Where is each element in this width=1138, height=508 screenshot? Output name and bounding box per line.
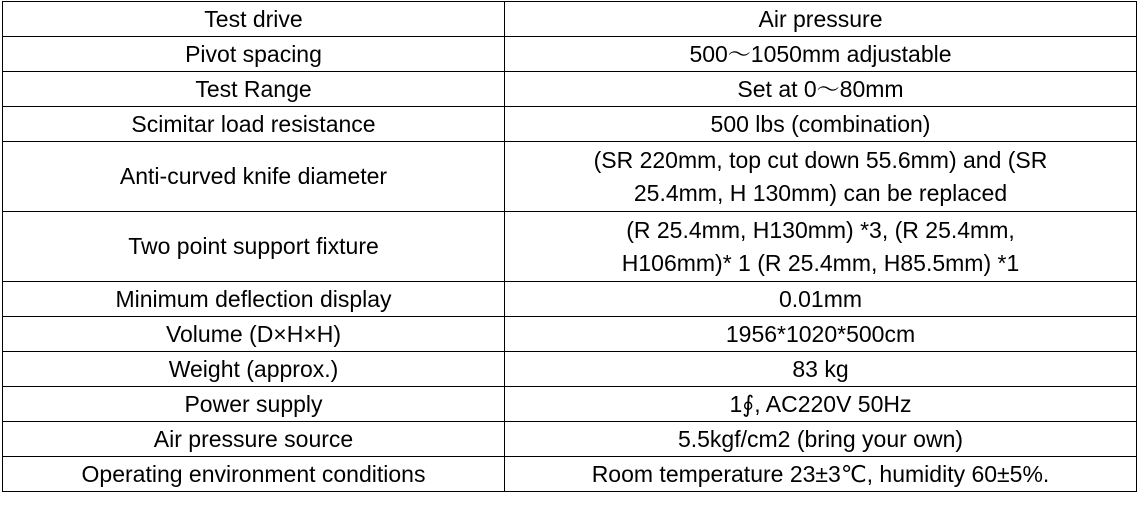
spec-label: Operating environment conditions: [3, 457, 505, 492]
spec-label: Volume (D×H×H): [3, 317, 505, 352]
table-row: [3, 317, 1137, 352]
table-row: [3, 457, 1137, 492]
spec-value: 500～1050mm adjustable: [505, 37, 1137, 72]
spec-label: Anti-curved knife diameter: [3, 142, 505, 212]
table-row: [3, 212, 1137, 282]
table-row: [3, 142, 1137, 212]
spec-value: 83 kg: [505, 352, 1137, 387]
spec-label: Pivot spacing: [3, 37, 505, 72]
table-row: [3, 282, 1137, 317]
spec-label: Two point support fixture: [3, 212, 505, 282]
spec-value: 1∮, AC220V 50Hz: [505, 387, 1137, 422]
spec-label: Weight (approx.): [3, 352, 505, 387]
table-row: [3, 2, 1137, 37]
spec-value: Set at 0～80mm: [505, 72, 1137, 107]
spec-value: 1956*1020*500cm: [505, 317, 1137, 352]
spec-value: 500 lbs (combination): [505, 107, 1137, 142]
table-row: [3, 352, 1137, 387]
spec-value: Air pressure: [505, 2, 1137, 37]
spec-label: Power supply: [3, 387, 505, 422]
table-row: [3, 387, 1137, 422]
spec-label: Air pressure source: [3, 422, 505, 457]
spec-value-line: (R 25.4mm, H130mm) *3, (R 25.4mm,: [626, 216, 1015, 243]
spec-label: Test drive: [3, 2, 505, 37]
spec-label: Minimum deflection display: [3, 282, 505, 317]
spec-value: 0.01mm: [505, 282, 1137, 317]
table-row: [3, 107, 1137, 142]
spec-value: 5.5kgf/cm2 (bring your own): [505, 422, 1137, 457]
spec-table: [2, 1, 1137, 492]
spec-value: Room temperature 23±3℃, humidity 60±5%.: [505, 457, 1137, 492]
table-row: [3, 72, 1137, 107]
table-row: [3, 422, 1137, 457]
spec-value: [505, 212, 1137, 282]
spec-value-line: (SR 220mm, top cut down 55.6mm) and (SR: [593, 146, 1048, 173]
spec-label: Scimitar load resistance: [3, 107, 505, 142]
spec-label: Test Range: [3, 72, 505, 107]
spec-value-line: H106mm)* 1 (R 25.4mm, H85.5mm) *1: [621, 249, 1020, 276]
table-row: [3, 37, 1137, 72]
spec-value-line: 25.4mm, H 130mm) can be replaced: [633, 179, 1008, 206]
spec-value: [505, 142, 1137, 212]
